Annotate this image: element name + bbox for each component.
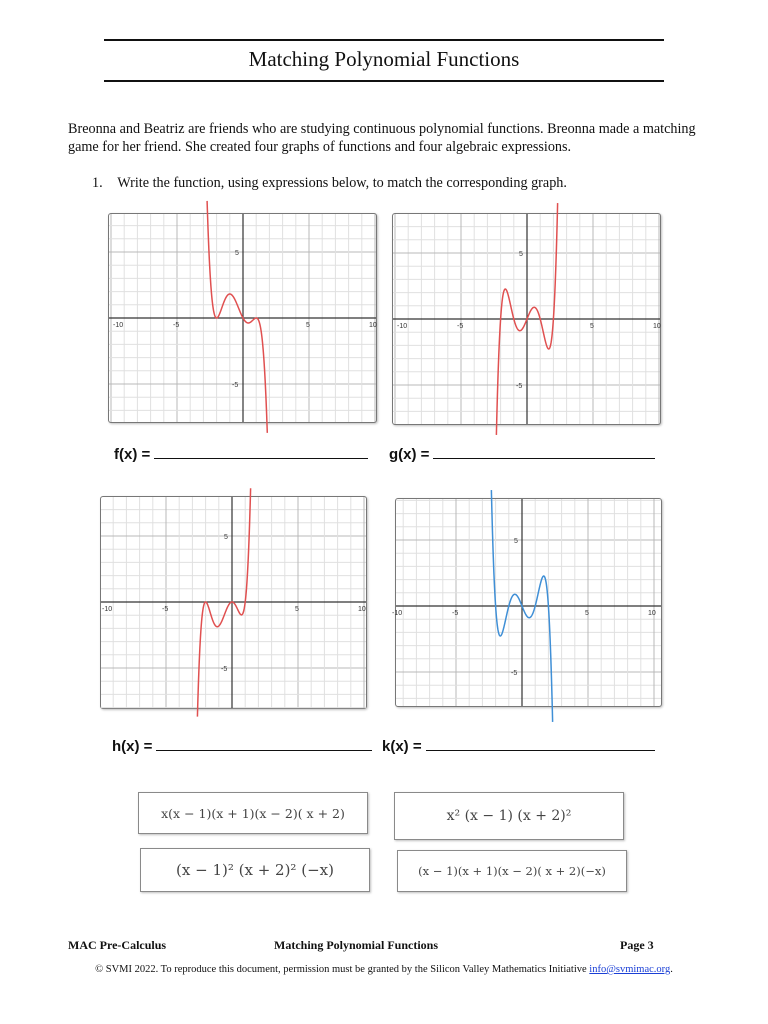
graph-k (392, 498, 662, 707)
tick-label: 5 (235, 250, 239, 257)
graph-k-plot (392, 499, 661, 706)
question-text: Write the function, using expressions below, to match the corresponding graph. (117, 175, 567, 191)
answer-f-blank[interactable] (154, 446, 368, 459)
tick-label: 5 (295, 606, 299, 613)
question-number: 1. (92, 175, 103, 191)
tick-label: -5 (232, 382, 239, 389)
answer-h-blank[interactable] (156, 738, 372, 751)
tick-label: 5 (590, 323, 594, 330)
answer-g (389, 446, 655, 463)
footer-left: MAC Pre-Calculus (68, 938, 167, 952)
expression-3-text: (x − 1)² (x + 2)² (−x) (176, 861, 334, 879)
answer-k (382, 738, 655, 755)
tick-label: -10 (102, 606, 113, 613)
answer-f-label: f(x) = (114, 446, 151, 463)
tick-label: 10 (653, 323, 661, 330)
tick-label: 10 (648, 610, 656, 617)
copyright-text: © SVMI 2022. To reproduce this document, permission must be granted by the Silicon Valley Mathematics Initiative (95, 964, 590, 975)
graph-h-plot (101, 497, 366, 708)
tick-label: -5 (162, 606, 169, 613)
tick-label: -5 (457, 323, 464, 330)
tick-label: 5 (585, 610, 589, 617)
graph-g (392, 213, 661, 425)
tick-label: 10 (358, 606, 366, 613)
expression-4-text: (x − 1)(x + 1)(x − 2)( x + 2)(−x) (418, 864, 606, 878)
answer-h-label: h(x) = (112, 738, 153, 755)
tick-label: -10 (392, 610, 403, 617)
tick-label: -5 (452, 610, 459, 617)
tick-label: 10 (369, 322, 377, 329)
answer-h (112, 738, 372, 755)
tick-label: -10 (397, 323, 408, 330)
expression-1-text: x(x − 1)(x + 1)(x − 2)( x + 2) (161, 805, 345, 821)
tick-label: -5 (511, 670, 518, 677)
question-1 (92, 175, 567, 192)
expression-card-4 (397, 850, 627, 892)
tick-label: 5 (519, 251, 523, 258)
tick-label: -5 (221, 666, 228, 673)
graph-g-plot (393, 214, 660, 424)
title-rule-bottom (104, 80, 664, 82)
title-rule-top (104, 39, 664, 41)
page-title: Matching Polynomial Functions (248, 47, 520, 71)
expression-card-3 (140, 848, 370, 892)
answer-k-label: k(x) = (382, 738, 422, 755)
graph-h (100, 496, 367, 709)
tick-label: -5 (516, 383, 523, 390)
answer-g-label: g(x) = (389, 446, 430, 463)
grid-lines (396, 499, 661, 706)
tick-label: 5 (306, 322, 310, 329)
copyright-period: . (670, 964, 673, 975)
tick-label: 5 (514, 538, 518, 545)
copyright-notice (0, 964, 768, 975)
footer-center: Matching Polynomial Functions (274, 938, 439, 952)
graph-f (108, 213, 377, 423)
answer-k-blank[interactable] (426, 738, 655, 751)
contact-email-link[interactable]: info@svmimac.org (589, 964, 671, 975)
expression-card-1 (138, 792, 368, 834)
tick-label: -5 (173, 322, 180, 329)
graph-f-plot (109, 214, 376, 422)
answer-g-blank[interactable] (433, 446, 655, 459)
tick-label: -10 (113, 322, 124, 329)
answer-f (114, 446, 368, 463)
expression-2-text: x² (x − 1) (x + 2)² (446, 808, 572, 824)
tick-label: 5 (224, 534, 228, 541)
footer-page-number: Page 3 (620, 938, 654, 952)
expression-card-2 (394, 792, 624, 840)
intro-paragraph: Breonna and Beatriz are friends who are studying continuous polynomial functions. Breonna made a matching game for her friend. She created four graphs of functions and four algebraic expressions. (68, 121, 696, 155)
